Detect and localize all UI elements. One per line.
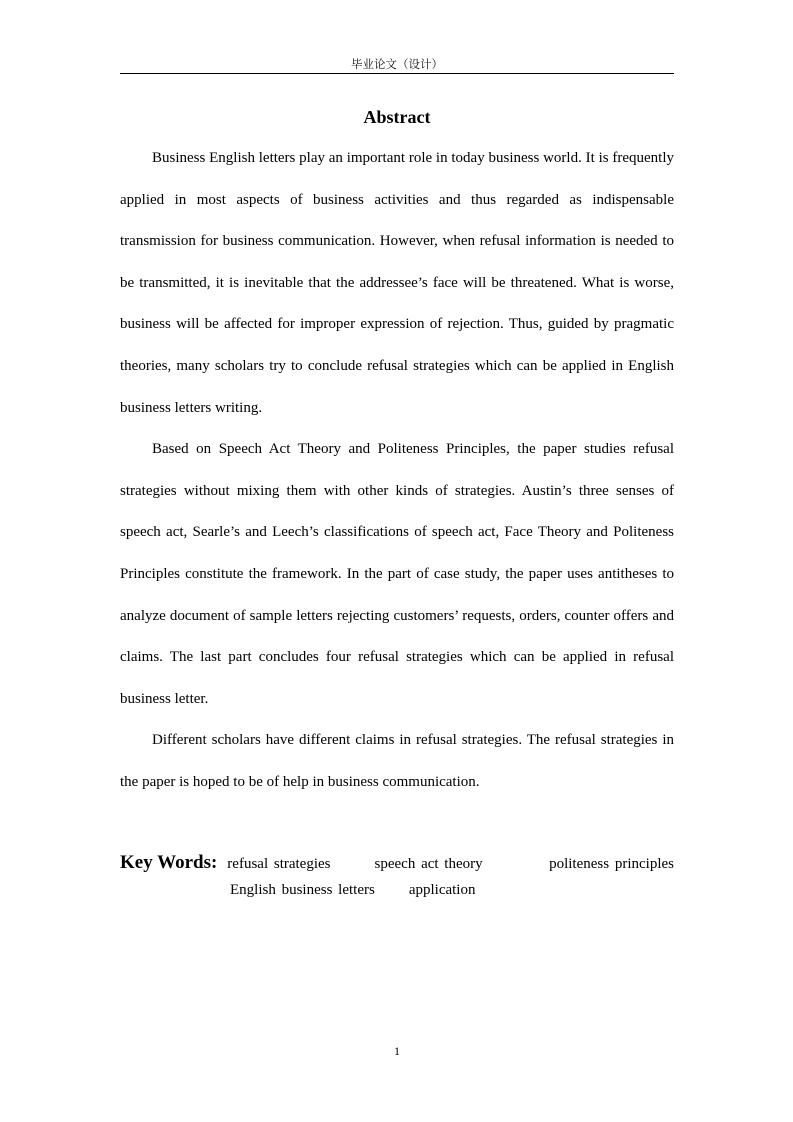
keywords-label: Key Words: (120, 852, 218, 873)
abstract-paragraph-3: Different scholars have different claims in refusal strategies. The refusal strategies in the paper is hoped to be of help in business communication. (120, 732, 674, 790)
abstract-paragraph-2: Based on Speech Act Theory and Politeness Principles, the paper studies refusal strategies without mixing them with other kinds of strategies. Austin’s three senses of speech act, Searle’s and Leech’s classifications of speech act, Face Theory and Politeness Principles constitute the framework. In the part of case study, the paper uses antitheses to analyze document of sample letters rejecting customers’ requests, orders, counter offers and claims. The last part concludes four refusal strategies which can be applied in refusal business letter. (120, 441, 674, 707)
keyword-item: English business letters (230, 882, 375, 898)
keywords-row-2 (120, 882, 674, 912)
abstract-body (120, 138, 674, 804)
abstract-title: Abstract (363, 107, 431, 127)
header-divider (120, 73, 674, 74)
keywords-section (120, 852, 674, 912)
keywords-row-1 (120, 852, 674, 882)
abstract-paragraph-1: Business English letters play an important role in today business world. It is frequently applied in most aspects of business activities and thus regarded as indispensable transmission for business communication. However, when refusal information is needed to be transmitted, it is inevitable that the addressee’s face will be threatened. What is worse, business will be affected for improper expression of rejection. Thus, guided by pragmatic theories, many scholars try to conclude refusal strategies which can be applied in English business letters writing. (120, 150, 674, 416)
keyword-item: speech act theory (374, 856, 483, 872)
keyword-item: application (408, 882, 476, 898)
keyword-item: refusal strategies (227, 856, 331, 872)
page-number: 1 (394, 1044, 400, 1058)
keyword-item: politeness principles (549, 856, 674, 872)
page-header: 毕业论文（设计） (351, 57, 443, 71)
